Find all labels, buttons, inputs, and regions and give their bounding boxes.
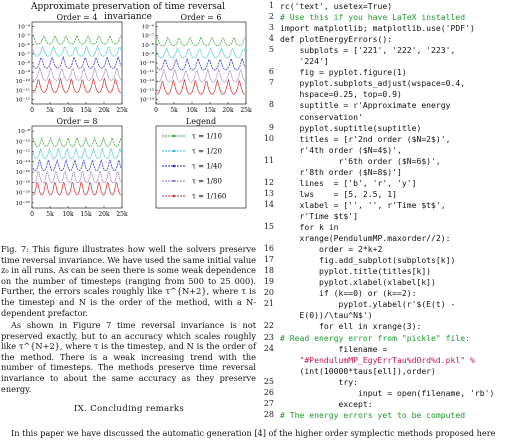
line-number: 27 [263, 398, 274, 408]
line-number: 9 [268, 122, 274, 132]
y-tick-label: 10⁻⁶ [141, 24, 154, 31]
y-tick-label: 10⁻²² [15, 200, 30, 207]
y-tick-label: 10⁻¹⁰ [15, 139, 30, 146]
code-text: xrange(PendulumMP.maxorder//2): [280, 233, 451, 244]
x-tick-label: 20k [98, 211, 110, 218]
line-number: 8 [268, 100, 274, 110]
code-text: conservation' [280, 111, 363, 122]
y-tick-label: 10⁻⁵ [17, 33, 30, 40]
line-number: 17 [263, 255, 274, 265]
code-text: import matplotlib; matplotlib.use('PDF') [280, 23, 475, 34]
line-number: 13 [263, 188, 274, 198]
figure-title: Approximate preservation of time reversal invariance [30, 2, 226, 22]
x-tick-label: 25k [240, 107, 252, 114]
y-tick-label: 10⁻⁷ [141, 33, 154, 40]
legend-marker [173, 165, 175, 167]
code-text: hspace=0.25, top=0.9) [280, 89, 402, 100]
x-tick-label: 0 [30, 107, 34, 114]
y-tick-label: 10⁻¹⁶ [15, 170, 30, 177]
legend-label: τ = 1/40 [192, 162, 222, 171]
code-text: E(0))/\tau^N$') [280, 310, 373, 321]
code-text: order = 2*k+2 [280, 244, 383, 255]
y-tick-label: 10⁻⁷ [17, 51, 30, 58]
x-tick-label: 10k [62, 107, 74, 114]
legend-marker [173, 150, 175, 152]
line-number: 2 [268, 12, 274, 22]
line-number: 1 [268, 1, 274, 10]
line-number: 6 [268, 67, 274, 77]
y-tick-label: 10⁻¹⁴ [15, 159, 30, 166]
code-text: pyplot.title(titles[k]) [280, 266, 432, 277]
code-text: if (k==0) or (k==2): [280, 288, 417, 299]
legend-marker [173, 180, 175, 182]
code-text: r'4th order ($N=4$)', [280, 144, 402, 155]
line-number: 25 [263, 376, 274, 386]
tail-paragraph: In this paper we have discussed the automatic generation [4] of the higher order symplectic methods proposed here [11, 428, 496, 438]
panel-title-order8: Order = 8 [56, 117, 98, 126]
y-tick-label: 10⁻⁴ [17, 24, 30, 31]
code-text: lws = [5, 2.5, 1] [280, 188, 397, 199]
legend-label: τ = 1/10 [192, 132, 222, 141]
line-number: 20 [263, 288, 274, 298]
line-number: 15 [263, 222, 274, 231]
code-text: input = open(filename, 'rb') [280, 387, 495, 398]
code-text: "#PendulumMP_EgyErrTau%dOrd%d.pkl" % [280, 354, 475, 365]
x-tick-label: 5k [46, 107, 54, 114]
line-number: 7 [268, 78, 274, 88]
line-number: 24 [263, 343, 274, 353]
legend-label: τ = 1/80 [192, 177, 222, 186]
code-text: pyplot.ylabel(r'$(E(t) - [280, 299, 456, 310]
code-text: r'8th order ($N=8$)'] [280, 166, 402, 177]
body-paragraph: As shown in Figure 7 time reversal invariance is not preserved exactly, but to an accuracy which scales roughly like τ^{N+2}, where τ is the timestep, and N is the order of the method. There is a weak increasing trend with the number of timesteps. The methods preserve time reversal invariance to about the same accuracy as they preserve energy. [1, 320, 256, 394]
x-tick-label: 20k [222, 107, 234, 114]
x-tick-label: 15k [204, 107, 216, 114]
x-tick-label: 5k [46, 211, 54, 218]
x-tick-label: 25k [116, 107, 128, 114]
panel-title-order4: Order = 4 [56, 13, 98, 22]
y-tick-label: 10⁻¹¹ [15, 88, 30, 95]
line-number: 26 [263, 387, 274, 397]
x-tick-label: 10k [186, 107, 198, 114]
figure-caption: Fig. 7: This figure illustrates how well the solvers preserve time reversal invariance. We have used the same initial value z₀ in all runs. As can be seen there is some weak dependence on the number of timesteps (ranging from 500 to 25 000). Further, the errors scales roughly like τ^{N+2}, where τ is the timestep and N is the order of the method, with a N-dependent prefactor. [1, 244, 256, 318]
y-tick-label: 10⁻¹⁴ [139, 97, 154, 104]
x-tick-label: 15k [80, 107, 92, 114]
y-tick-label: 10⁻⁸ [17, 61, 30, 67]
code-text: filename = [280, 343, 388, 354]
code-text: titles = [r'2nd order ($N=2$)', [280, 133, 451, 144]
line-number: 4 [268, 34, 274, 44]
x-tick-label: 25k [116, 211, 128, 218]
x-tick-label: 15k [80, 211, 92, 218]
code-text: xlabel = ['', '', r'Time $t$', [280, 199, 446, 210]
line-number: 19 [263, 277, 274, 287]
legend-label: τ = 1/160 [192, 192, 227, 201]
x-tick-label: 5k [170, 107, 178, 114]
y-tick-label: 10⁻⁸ [141, 42, 154, 49]
line-number: 28 [263, 409, 274, 419]
y-tick-label: 10⁻¹² [139, 79, 154, 86]
y-tick-label: 10⁻⁹ [141, 51, 154, 58]
code-text: r'Time $t$'] [280, 210, 358, 221]
panel-title-order6: Order = 6 [180, 13, 222, 22]
code-text: lines = ['b', 'r', 'y'] [280, 177, 417, 188]
code-text: suptitle = r'Approximate energy [280, 100, 451, 111]
line-number: 16 [263, 244, 274, 254]
line-number: 11 [263, 155, 274, 165]
x-tick-label: 10k [62, 211, 74, 218]
legend-marker [173, 135, 175, 137]
y-tick-label: 10⁻¹⁰ [15, 79, 30, 86]
code-text: # Use this if you have LaTeX installed [280, 12, 466, 23]
code-text: def plotEnergyErrors(): [280, 34, 393, 45]
code-text: pyplot.suptitle(suptitle) [280, 122, 422, 133]
y-tick-label: 10⁻⁶ [17, 42, 30, 49]
code-text: pyplot.xlabel(xlabel[k]) [280, 277, 436, 288]
y-tick-label: 10⁻¹³ [139, 88, 154, 95]
line-number: 21 [263, 299, 274, 309]
code-text: # The energy errors yet to be computed [280, 409, 466, 420]
line-number: 5 [268, 45, 274, 55]
code-text: for k in [280, 222, 339, 232]
code-text: for ell in xrange(3): [280, 321, 422, 332]
y-tick-label: 10⁻⁸ [17, 129, 30, 136]
code-text: (int(10000*taus[ell]),order) [280, 365, 436, 376]
line-number: 12 [263, 177, 274, 187]
code-text: fig = pyplot.figure(1) [280, 67, 407, 78]
line-number: 23 [263, 332, 274, 342]
y-tick-label: 10⁻¹⁰ [139, 61, 154, 67]
code-text: fig.add_subplot(subplots[k]) [280, 255, 456, 266]
x-tick-label: 0 [30, 211, 34, 218]
panel-title-legend: Legend [185, 117, 217, 126]
line-number: 10 [263, 133, 274, 143]
code-text: '224'] [280, 56, 329, 67]
y-tick-label: 10⁻¹¹ [139, 70, 154, 77]
y-tick-label: 10⁻¹² [15, 97, 30, 104]
code-listing [260, 0, 507, 448]
line-number: 14 [263, 199, 274, 209]
figure-7 [0, 0, 258, 240]
code-text: r'6th order ($N=6$)', [280, 155, 441, 166]
line-number: 18 [263, 266, 274, 276]
legend-marker [173, 195, 175, 197]
code-text: subplots = ['221', '222', '223', [280, 45, 456, 56]
code-text: # Read energy error from "pickle" file: [280, 332, 471, 343]
y-tick-label: 10⁻²⁰ [15, 190, 30, 197]
y-tick-label: 10⁻¹² [15, 149, 30, 156]
y-tick-label: 10⁻¹⁸ [15, 180, 30, 187]
code-text: except: [280, 398, 373, 409]
legend-label: τ = 1/20 [192, 147, 222, 156]
line-number: 3 [268, 23, 274, 33]
code-text: pyplot.subplots_adjust(wspace=0.4, [280, 78, 466, 89]
x-tick-label: 0 [154, 107, 158, 114]
code-text: try: [280, 376, 358, 387]
x-tick-label: 20k [98, 107, 110, 114]
section-heading: IX. Concluding remarks [73, 404, 185, 414]
y-tick-label: 10⁻⁹ [17, 70, 30, 77]
code-text: rc('text', usetex=True) [280, 1, 393, 11]
line-number: 22 [263, 321, 274, 331]
